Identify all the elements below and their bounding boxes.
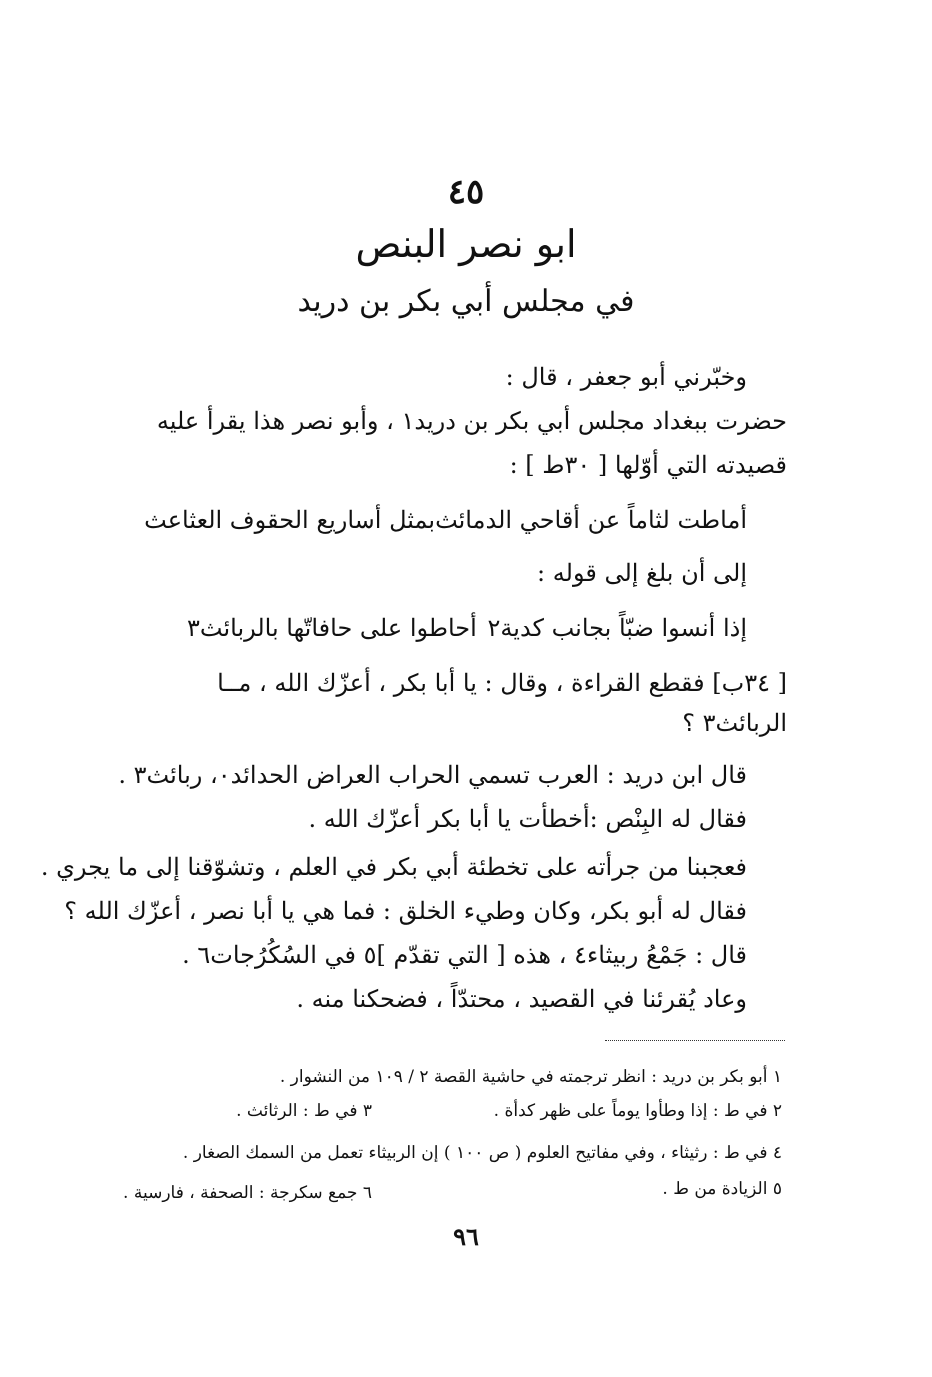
footnote-4: ٤ في ط : رثيثاء ، وفي مفاتيح العلوم ( ص ١٠٠ ) إن الربيثاء تعمل من السمك الصغار . bbox=[182, 1143, 782, 1163]
body-line-9: فعجبنا من جرأته على تخطئة أبي بكر في العلم ، وتشوّقنا إلى ما يجري . bbox=[40, 853, 747, 881]
page-subtitle: في مجلس أبي بكر بن دريد bbox=[297, 284, 635, 319]
body-line-5: [ ٣٤ب] فقطع القراءة ، وقال : يا أبا بكر ، أعزّك الله ، مــا bbox=[217, 669, 787, 697]
body-line-10: فقال له أبو بكر، وكان وطيء الخلق : فما هي يا أبا نصر ، أعزّك الله ؟ bbox=[64, 897, 747, 925]
section-number: ٤٥ bbox=[447, 172, 485, 212]
verse-1 bbox=[144, 502, 747, 538]
body-line-8: فقال له البِنْص :أخطأت يا أبا بكر أعزّك الله . bbox=[308, 805, 747, 833]
verse-2 bbox=[187, 610, 747, 646]
body-line-1: وخبّرني أبو جعفر ، قال : bbox=[505, 363, 747, 391]
footnote-divider bbox=[605, 1040, 785, 1041]
page-number: ٩٦ bbox=[453, 1222, 479, 1251]
body-line-12: وعاد يُقرئنا في القصيد ، محتدّاً ، فضحكنا منه . bbox=[296, 985, 747, 1013]
footnote-5: ٥ الزيادة من ط . bbox=[662, 1179, 782, 1199]
body-line-11: قال : جَمْعُ ربيثاء٤ ، هذه [ التي تقدّم ]٥ في السُكُرُجات٦ . bbox=[182, 941, 747, 969]
body-line-6: الربائث٣ ؟ bbox=[682, 709, 787, 737]
page-title: ابو نصر البنص bbox=[355, 222, 577, 266]
footnote-6: ٦ جمع سكرجة : الصحفة ، فارسية . bbox=[123, 1183, 372, 1203]
body-line-3: قصيدته التي أوّلها [ ٣٠ط ] : bbox=[509, 451, 787, 479]
footnote-3: ٣ في ط : الرثائث . bbox=[236, 1101, 372, 1121]
footnote-2: ٢ في ط : إذا وطأوا يوماً على ظهر كدأة . bbox=[493, 1101, 782, 1121]
body-line-4: إلى أن بلغ إلى قوله : bbox=[537, 559, 747, 587]
verse-2-second-hemistich: أحاطوا على حافاتّها بالربائث٣ bbox=[187, 614, 477, 642]
verse-1-second-hemistich: بمثل أساريع الحقوف العثاعث bbox=[144, 506, 436, 534]
verse-2-first-hemistich: إذا أنسوا ضبّاً بجانب كدية٢ bbox=[487, 614, 747, 642]
body-line-7: قال ابن دريد : العرب تسمي الحراب العراض الحدائد٠، ربائث٣ . bbox=[118, 761, 747, 789]
footnote-1: ١ أبو بكر بن دريد : انظر ترجمته في حاشية القصة ٢ / ١٠٩ من النشوار . bbox=[279, 1067, 782, 1087]
body-line-2: حضرت ببغداد مجلس أبي بكر بن دريد١ ، وأبو نصر هذا يقرأ عليه bbox=[156, 407, 787, 435]
verse-1-first-hemistich: أماطت لثاماً عن أقاحي الدمائث bbox=[435, 506, 747, 534]
